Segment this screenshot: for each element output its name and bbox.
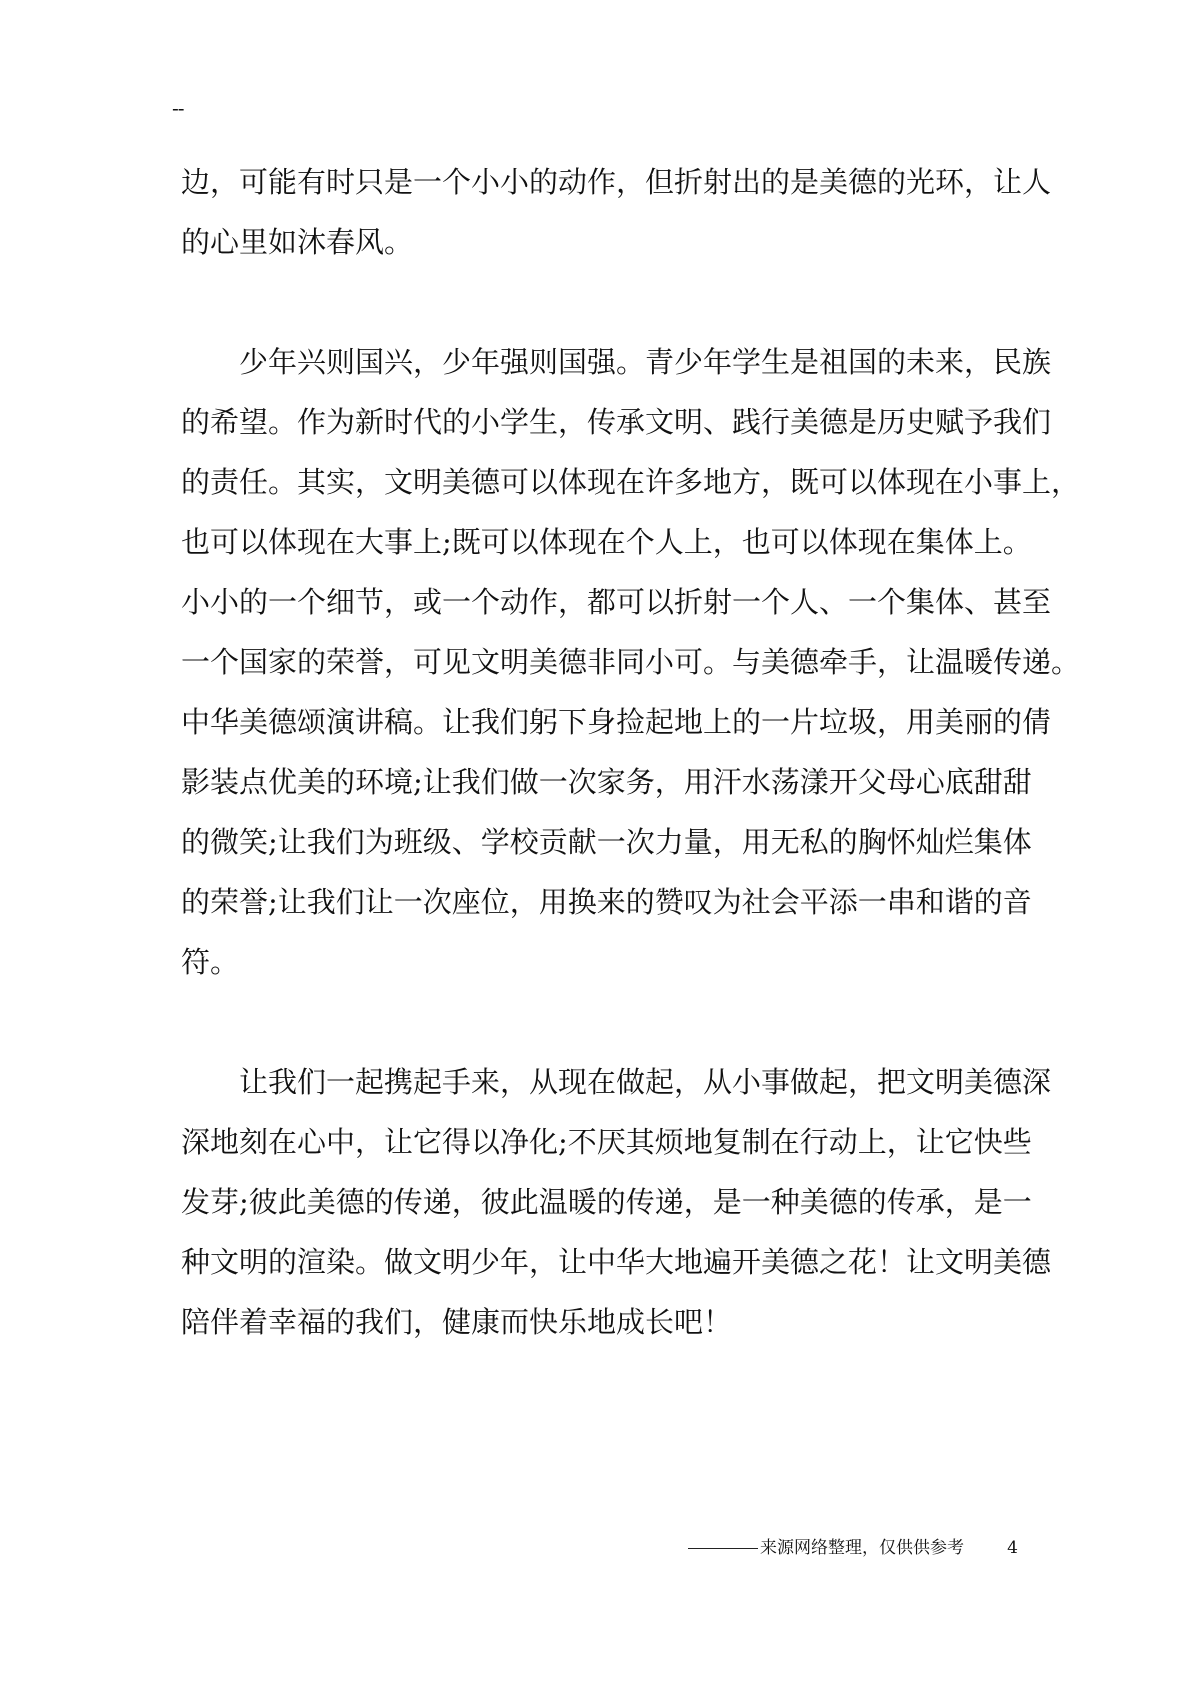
- paragraph-gap: [181, 992, 1018, 1052]
- paragraph-3-line-4: 种文明的渲染。做文明少年，让中华大地遍开美德之花！让文明美德: [181, 1245, 1052, 1279]
- paragraph-3-line-5: 陪伴着幸福的我们，健康而快乐地成长吧！: [181, 1305, 733, 1339]
- paragraph-2-line-1: 少年兴则国兴，少年强则国强。青少年学生是祖国的未来，民族: [239, 345, 1052, 379]
- body-text: [181, 152, 1081, 1352]
- paragraph-2-line-2: 的希望。作为新时代的小学生，传承文明、践行美德是历史赋予我们: [181, 405, 1052, 439]
- page-footer: [688, 1536, 1018, 1560]
- paragraph-2-line-11: 符。: [181, 945, 240, 979]
- footer-source-text: 来源网络整理，仅供供参考: [760, 1538, 964, 1558]
- paragraph-2-line-6: 一个国家的荣誉，可见文明美德非同小可。与美德牵手，让温暖传递。: [181, 645, 1081, 679]
- paragraph-2-line-3: 的责任。其实，文明美德可以体现在许多地方，既可以体现在小事上，: [181, 465, 1081, 499]
- paragraph-2-line-4: 也可以体现在大事上;既可以体现在个人上，也可以体现在集体上。: [181, 525, 1032, 559]
- paragraph-2-line-8: 影装点优美的环境;让我们做一次家务，用汗水荡漾开父母心底甜甜: [181, 765, 1032, 799]
- paragraph-3-line-3: 发芽;彼此美德的传递，彼此温暖的传递，是一种美德的传承，是一: [181, 1185, 1032, 1219]
- paragraph-2-line-5: 小小的一个细节，或一个动作，都可以折射一个人、一个集体、甚至: [181, 585, 1052, 619]
- footer-rule: [688, 1548, 758, 1549]
- paragraph-1-line-1: 边，可能有时只是一个小小的动作，但折射出的是美德的光环，让人: [181, 165, 1052, 199]
- paragraph-2-line-7: 中华美德颂演讲稿。让我们躬下身捡起地上的一片垃圾，用美丽的倩: [181, 705, 1052, 739]
- paragraph-2-line-10: 的荣誉;让我们让一次座位，用换来的赞叹为社会平添一串和谐的音: [181, 885, 1032, 919]
- page-number: 4: [1007, 1538, 1018, 1558]
- header-mark: --: [172, 96, 184, 120]
- paragraph-2-line-9: 的微笑;让我们为班级、学校贡献一次力量，用无私的胸怀灿烂集体: [181, 825, 1032, 859]
- paragraph-gap: [181, 272, 1018, 332]
- paragraph-3-line-2: 深地刻在心中，让它得以净化;不厌其烦地复制在行动上，让它快些: [181, 1125, 1032, 1159]
- paragraph-1-line-2: 的心里如沐春风。: [181, 225, 414, 259]
- paragraph-3-line-1: 让我们一起携起手来，从现在做起，从小事做起，把文明美德深: [239, 1065, 1052, 1099]
